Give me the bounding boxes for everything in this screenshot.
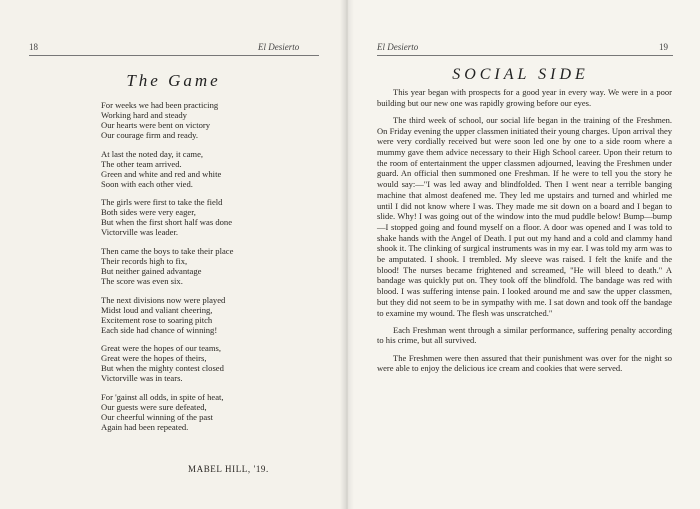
poem-stanza — [101, 197, 331, 237]
poem-line: Victorville was leader. — [101, 227, 179, 238]
left-page — [0, 0, 347, 509]
running-head: El Desierto — [377, 42, 419, 52]
poem-line: The next divisions now were played — [101, 294, 226, 305]
article-paragraph: This year began with prospects for a good year in every way. We were in a poor building but our new one was rapidly growing before our eyes. — [377, 87, 672, 108]
poem-line: Great were the hopes of theirs, — [101, 353, 207, 364]
poem-stanza — [101, 149, 331, 189]
poem-line: Both sides were very eager, — [101, 207, 196, 218]
article-title: SOCIAL SIDE — [452, 66, 589, 83]
article-paragraph: The Freshmen were then assured that their punishment was over for the night so were able to enjoy the delicious ice cream and cookies that were served. — [377, 352, 672, 374]
poem-line: But when the first short half was done — [101, 217, 233, 228]
poem-body — [101, 100, 331, 441]
poem-line: Soon with each other vied. — [101, 178, 193, 189]
poem-line: Each side had chance of winning! — [101, 324, 218, 335]
poem-line: The girls were first to take the field — [101, 197, 223, 208]
poem-line: The other team arrived. — [101, 158, 182, 169]
header-rule — [29, 55, 319, 56]
book-gutter — [340, 0, 354, 509]
poem-line: Working hard and steady — [101, 110, 187, 120]
article-paragraph: The third week of school, our social life began in the training of the Freshmen. On Friday evening the upper classmen initiated their young charges. Upon arrival they were very cordially received but were soon led one by one to a side room where a mummy gave them advice necessary to their High School career. Upon their return to the room of entertainment the upper classmen adjourned, leaving the Freshmen under guard. An official then summoned one Freshman. If he were to tell you the story he would say:—"I was led away and blindfolded. Then I went near a terrible banging machine that almost deafened me. They led me upstairs and turned and whirled me until I did not know where I was. They made me sit down on a board and I began to slide. Why! I was going out of the window into the mud puddle below! Bump—bump—I stopped going and found myself on a floor. A door was opened and I was told to shake hands with the Angel of Death. I put out my hand and a cold and clammy hand shook it. The clinking of surgical instruments was in my ear. I was told my arm was to be amputated. I shook. I trembled. My sleeve was raised. I felt the knife and the blood! The nurses became frightened and screamed, "He will bleed to death." A bandage was quickly put on. They took off the blindfold. The bandage was red with blood. I was suffering intense pain. I looked around me and saw the upper classmen, but they did not seem to be in sympathy with me. I sat down and took off the bandage to examine my wound. The flesh was unscratched." — [377, 114, 672, 318]
header-rule — [377, 55, 673, 56]
poem-line: Our courage firm and ready. — [101, 130, 199, 140]
poem-stanza — [101, 295, 331, 335]
poem-line: But when the mighty contest closed — [101, 363, 224, 374]
poem-line: At last the noted day, it came, — [101, 148, 204, 159]
poem-stanza — [101, 343, 331, 383]
poem-line: For 'gainst all odds, in spite of heat, — [101, 392, 224, 403]
poem-line: Our guests were sure defeated, — [101, 402, 207, 413]
poem-line: Midst loud and valiant cheering, — [101, 304, 213, 315]
poem-stanza — [101, 246, 331, 286]
poem-author: MABEL HILL, '19. — [188, 464, 269, 474]
poem-line: For weeks we had been practicing — [101, 100, 219, 110]
poem-title: The Game — [126, 71, 221, 90]
poem-line: Victorville was in tears. — [101, 373, 183, 384]
poem-line: But neither gained advantage — [101, 266, 202, 277]
poem-line: Excitement rose to soaring pitch — [101, 314, 213, 325]
page-number: 19 — [659, 42, 668, 52]
poem-line: Green and white and red and white — [101, 168, 222, 179]
poem-line: Our cheerful winning of the past — [101, 412, 213, 423]
poem-line: Again had been repeated. — [101, 422, 189, 433]
poem-line: The score was even six. — [101, 276, 183, 287]
poem-stanza — [101, 392, 331, 432]
poem-stanza — [101, 100, 331, 140]
poem-line: Their records high to fix, — [101, 256, 188, 267]
poem-line: Great were the hopes of our teams, — [101, 343, 222, 354]
article-body — [377, 87, 672, 381]
running-head: El Desierto — [258, 42, 300, 52]
poem-line: Then came the boys to take their place — [101, 246, 234, 257]
article-paragraph: Each Freshman went through a similar performance, suffering penalty according to his crime, but all survived. — [377, 324, 672, 346]
page-number: 18 — [29, 42, 38, 52]
poem-line: Our hearts were bent on victory — [101, 120, 211, 130]
